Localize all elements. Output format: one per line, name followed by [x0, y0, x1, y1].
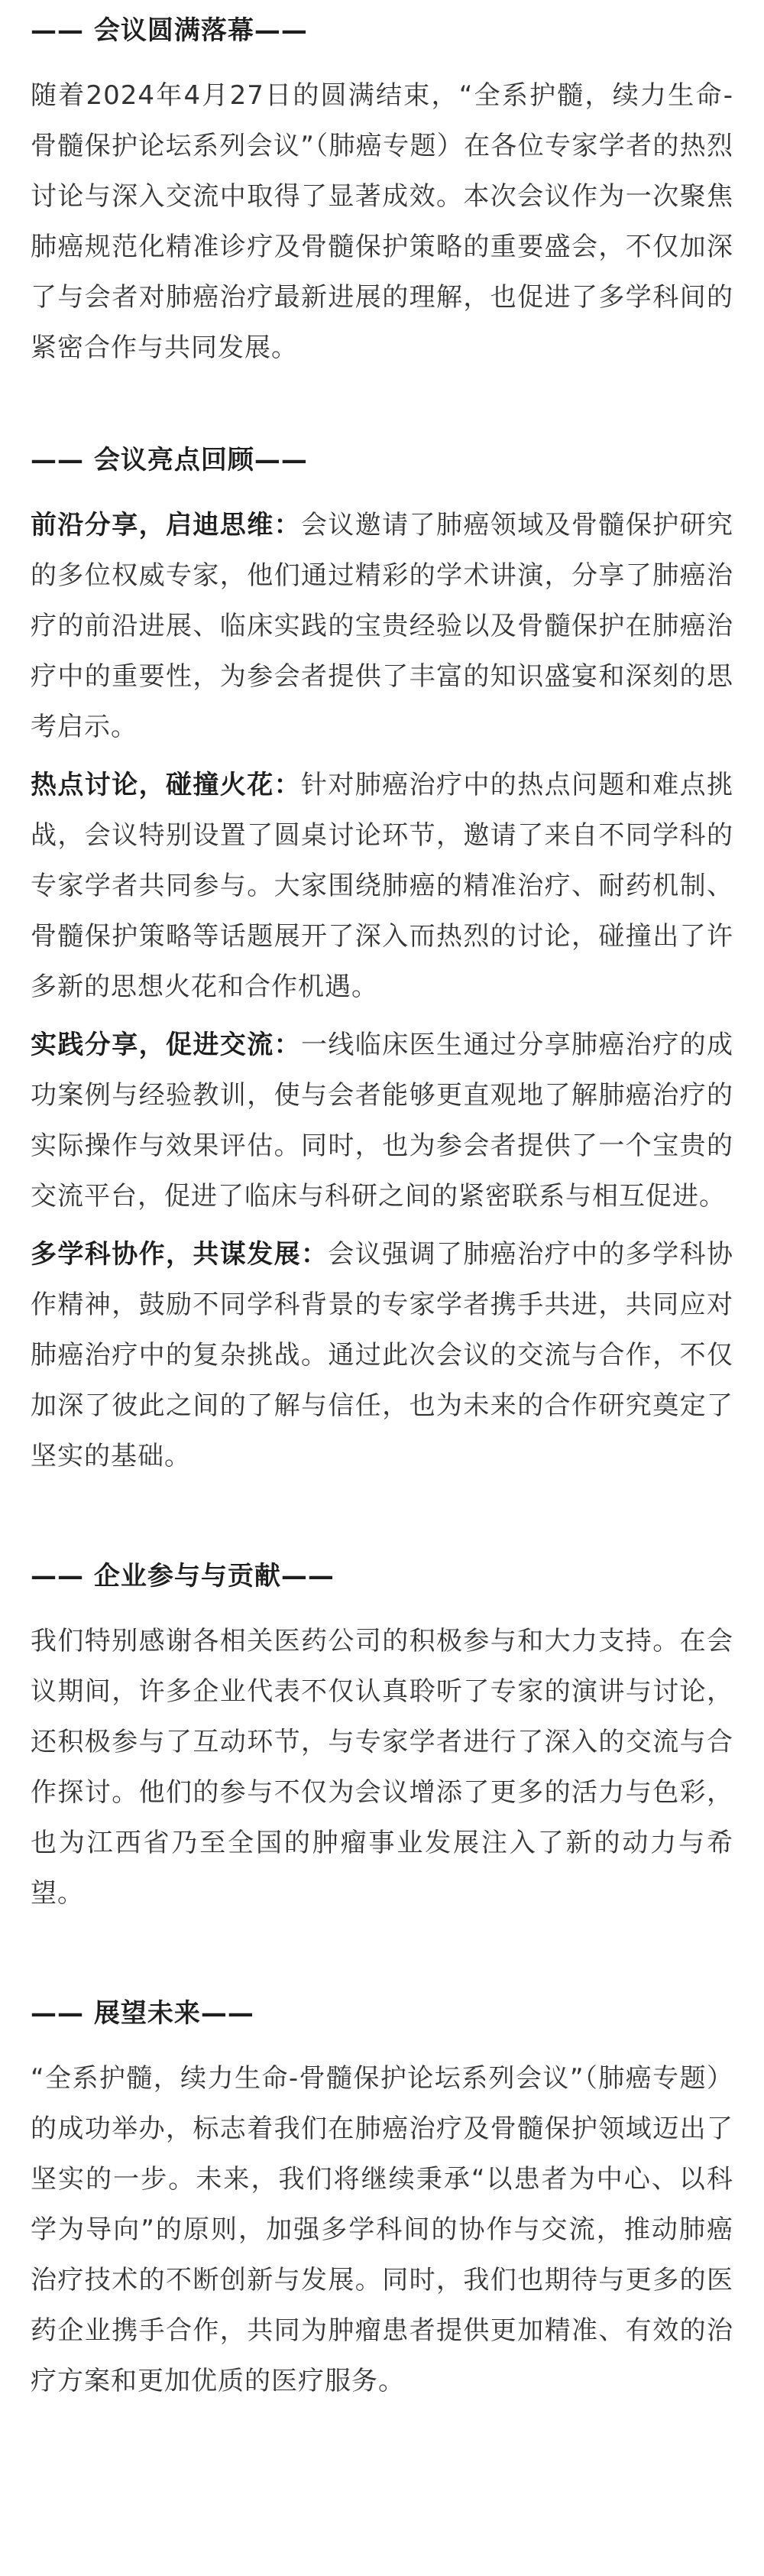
- highlight-text: 一线临床医生通过分享肺癌治疗的成功案例与经验教训，使与会者能够更直观地了解肺癌治疗的实际操作与效果评估。同时，也为参会者提供了一个宝贵的交流平台，促进了临床与科研之间的紧密联系与相互促进。: [31, 1030, 733, 1212]
- spacer: [31, 373, 733, 440]
- section-title-highlights: —— 会议亮点回顾——: [31, 445, 308, 475]
- highlight-heading: 多学科协作，共谋发展：: [31, 1239, 329, 1270]
- highlight-text: 会议强调了肺癌治疗中的多学科协作精神，鼓励不同学科背景的专家学者携手共进，共同应对肺癌治疗中的复杂挑战。通过此次会议的交流与合作，不仅加深了彼此之间的了解与信任，也为未来的合作研究奠定了坚实的基础。: [31, 1239, 734, 1471]
- section-title-enterprise: —— 企业参与与贡献——: [31, 1561, 335, 1591]
- highlight-heading: 实践分享，促进交流：: [31, 1030, 301, 1060]
- highlight-item-collaboration: [31, 1229, 733, 1481]
- highlight-item-discussion: [31, 760, 733, 1012]
- section-outlook: [31, 1994, 733, 2406]
- highlight-text: 会议邀请了肺癌领域及骨髓保护研究的多位权威专家，他们通过精彩的学术讲演，分享了肺癌治疗的前沿进展、临床实践的宝贵经验以及骨髓保护在肺癌治疗中的重要性，为参会者提供了丰富的知识盛宴和深刻的思考启示。: [31, 510, 733, 742]
- highlight-text: 针对肺癌治疗中的热点问题和难点挑战，会议特别设置了圆桌讨论环节，邀请了来自不同学科的专家学者共同参与。大家围绕肺癌的精准治疗、耐药机制、骨髓保护策略等话题展开了深入而热烈的讨论，碰撞出了许多新的思想火花和合作机遇。: [31, 770, 733, 1002]
- paragraph-conclusion: 随着2024年4月27日的圆满结束，“全系护髓，续力生命-骨髓保护论坛系列会议”（肺癌专题）在各位专家学者的热烈讨论与深入交流中取得了显著成效。本次会议作为一次聚焦肺癌规范化精准诊疗及骨髓保护策略的重要盛会，不仅加深了与会者对肺癌治疗最新进展的理解，也促进了多学科间的紧密合作与共同发展。: [31, 80, 733, 363]
- highlight-heading: 前沿分享，启迪思维：: [31, 510, 301, 540]
- highlight-heading: 热点讨论，碰撞火花：: [31, 770, 301, 800]
- highlight-item-frontier: [31, 500, 733, 752]
- paragraph-enterprise: 我们特别感谢各相关医药公司的积极参与和大力支持。在会议期间，许多企业代表不仅认真聆听了专家的演讲与讨论，还积极参与了互动环节，与专家学者进行了深入的交流与合作探讨。他们的参与不仅为会议增添了更多的活力与色彩，也为江西省乃至全国的肿瘤事业发展注入了新的动力与希望。: [31, 1626, 733, 1909]
- spacer: [31, 1926, 733, 1994]
- section-enterprise: [31, 1556, 733, 1919]
- paragraph-outlook: “全系护髓，续力生命-骨髓保护论坛系列会议”（肺癌专题）的成功举办，标志着我们在肺癌治疗及骨髓保护领域迈出了坚实的一步。未来，我们将继续秉承“以患者为中心、以科学为导向”的原则，加强多学科间的协作与交流，推动肺癌治疗技术的不断创新与发展。同时，我们也期待与更多的医药企业携手合作，共同为肿瘤患者提供更加精准、有效的治疗方案和更加优质的医疗服务。: [31, 2063, 733, 2396]
- highlight-item-practice: [31, 1020, 733, 1221]
- section-highlights: [31, 440, 733, 1481]
- section-title-outlook: —— 展望未来——: [31, 1998, 254, 2029]
- section-title-conclusion: —— 会议圆满落幕——: [31, 15, 308, 46]
- spacer: [31, 1489, 733, 1556]
- section-conclusion: [31, 11, 733, 373]
